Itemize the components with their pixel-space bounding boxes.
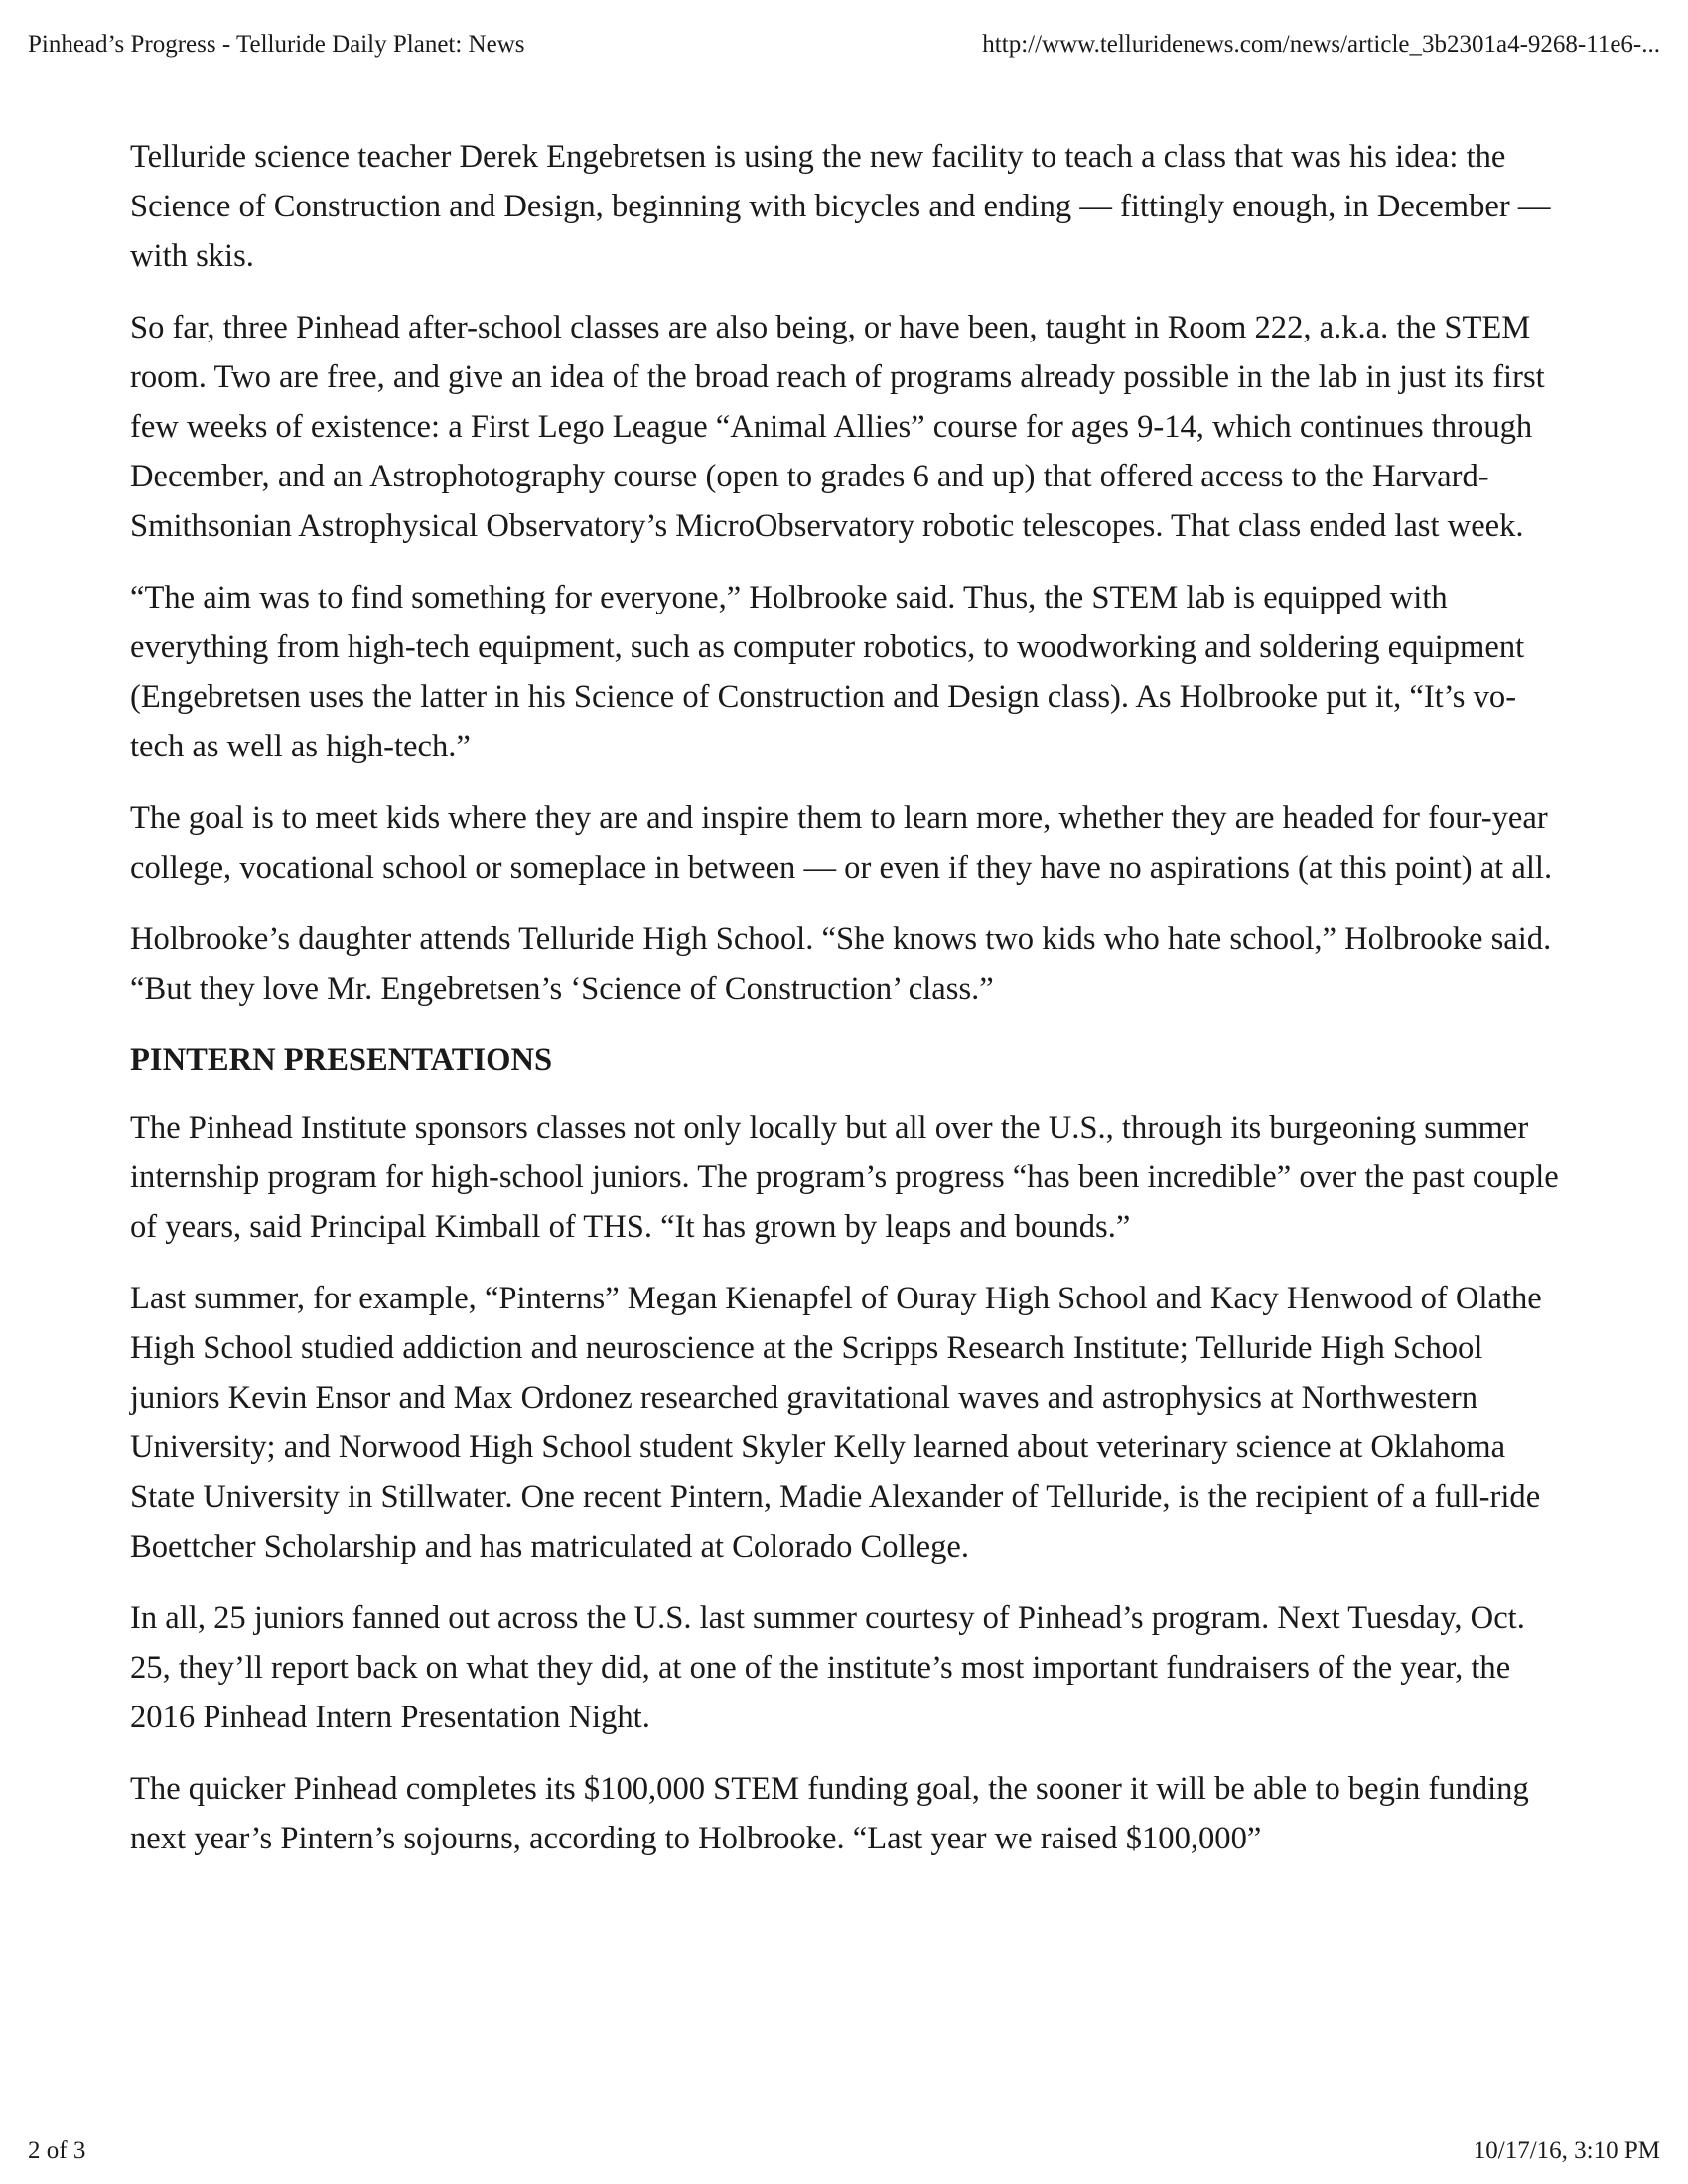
article-paragraph: The goal is to meet kids where they are and inspire them to learn more, whether they are headed for four-year college, vocational school or someplace in between — or even if they have no aspirations (at this point) at all.	[130, 800, 1553, 886]
article-body	[130, 132, 1560, 1885]
section-heading: PINTERN PRESENTATIONS	[130, 1042, 553, 1078]
article-paragraph: In all, 25 juniors fanned out across the U.S. last summer courtesy of Pinhead’s program. Next Tuesday, Oct. 25, they’ll report back on what they did, at one of the institute’s most important fundraisers of the year, the 2016 Pinhead Intern Presentation Night.	[130, 1600, 1525, 1735]
article-paragraph: The quicker Pinhead completes its $100,000 STEM funding goal, the sooner it will be able to begin funding next year’s Pintern’s sojourns, according to Holbrooke. “Last year we raised $100,000”	[130, 1771, 1529, 1856]
article-paragraph: “The aim was to find something for everyone,” Holbrooke said. Thus, the STEM lab is equipped with everything from high-tech equipment, such as computer robotics, to woodworking and soldering equipment (Engebretsen uses the latter in his Science of Construction and Design class). As Holbrooke put it, “It’s vo-tech as well as high-tech.”	[130, 580, 1525, 764]
page-title: Pinhead’s Progress - Telluride Daily Planet: News	[28, 31, 525, 58]
print-footer	[28, 2134, 1660, 2168]
article-paragraph: The Pinhead Institute sponsors classes not only locally but all over the U.S., through its burgeoning summer internship program for high-school juniors. The program’s progress “has been incredible” over the past couple of years, said Principal Kimball of THS. “It has grown by leaps and bounds.”	[130, 1110, 1559, 1245]
article-paragraph: Last summer, for example, “Pinterns” Megan Kienapfel of Ouray High School and Kacy Henwood of Olathe High School studied addiction and neuroscience at the Scripps Research Institute; Telluride High School juniors Kevin Ensor and Max Ordonez researched gravitational waves and astrophysics at Northwestern University; and Norwood High School student Skyler Kelly learned about veterinary science at Oklahoma State University in Stillwater. One recent Pintern, Madie Alexander of Telluride, is the recipient of a full-ride Boettcher Scholarship and has matriculated at Colorado College.	[130, 1281, 1542, 1565]
page-count: 2 of 3	[28, 2137, 86, 2164]
print-header	[28, 28, 1660, 62]
article-paragraph: Holbrooke’s daughter attends Telluride High School. “She knows two kids who hate school,” Holbrooke said. “But they love Mr. Engebretsen’s ‘Science of Construction’ class.”	[130, 921, 1552, 1007]
print-timestamp: 10/17/16, 3:10 PM	[1473, 2137, 1660, 2164]
page-url[interactable]: http://www.telluridenews.com/news/article_3b2301a4-9268-11e6-...	[982, 31, 1660, 58]
article-paragraph: Telluride science teacher Derek Engebretsen is using the new facility to teach a class that was his idea: the Science of Construction and Design, beginning with bicycles and ending — fittingly enough, in December — with skis.	[130, 139, 1551, 274]
article-paragraph: So far, three Pinhead after-school classes are also being, or have been, taught in Room 222, a.k.a. the STEM room. Two are free, and give an idea of the broad reach of programs already possible in the lab in just its first few weeks of existence: a First Lego League “Animal Allies” course for ages 9-14, which continues through December, and an Astrophotography course (open to grades 6 and up) that offered access to the Harvard-Smithsonian Astrophysical Observatory’s MicroObservatory robotic telescopes. That class ended last week.	[130, 310, 1545, 544]
